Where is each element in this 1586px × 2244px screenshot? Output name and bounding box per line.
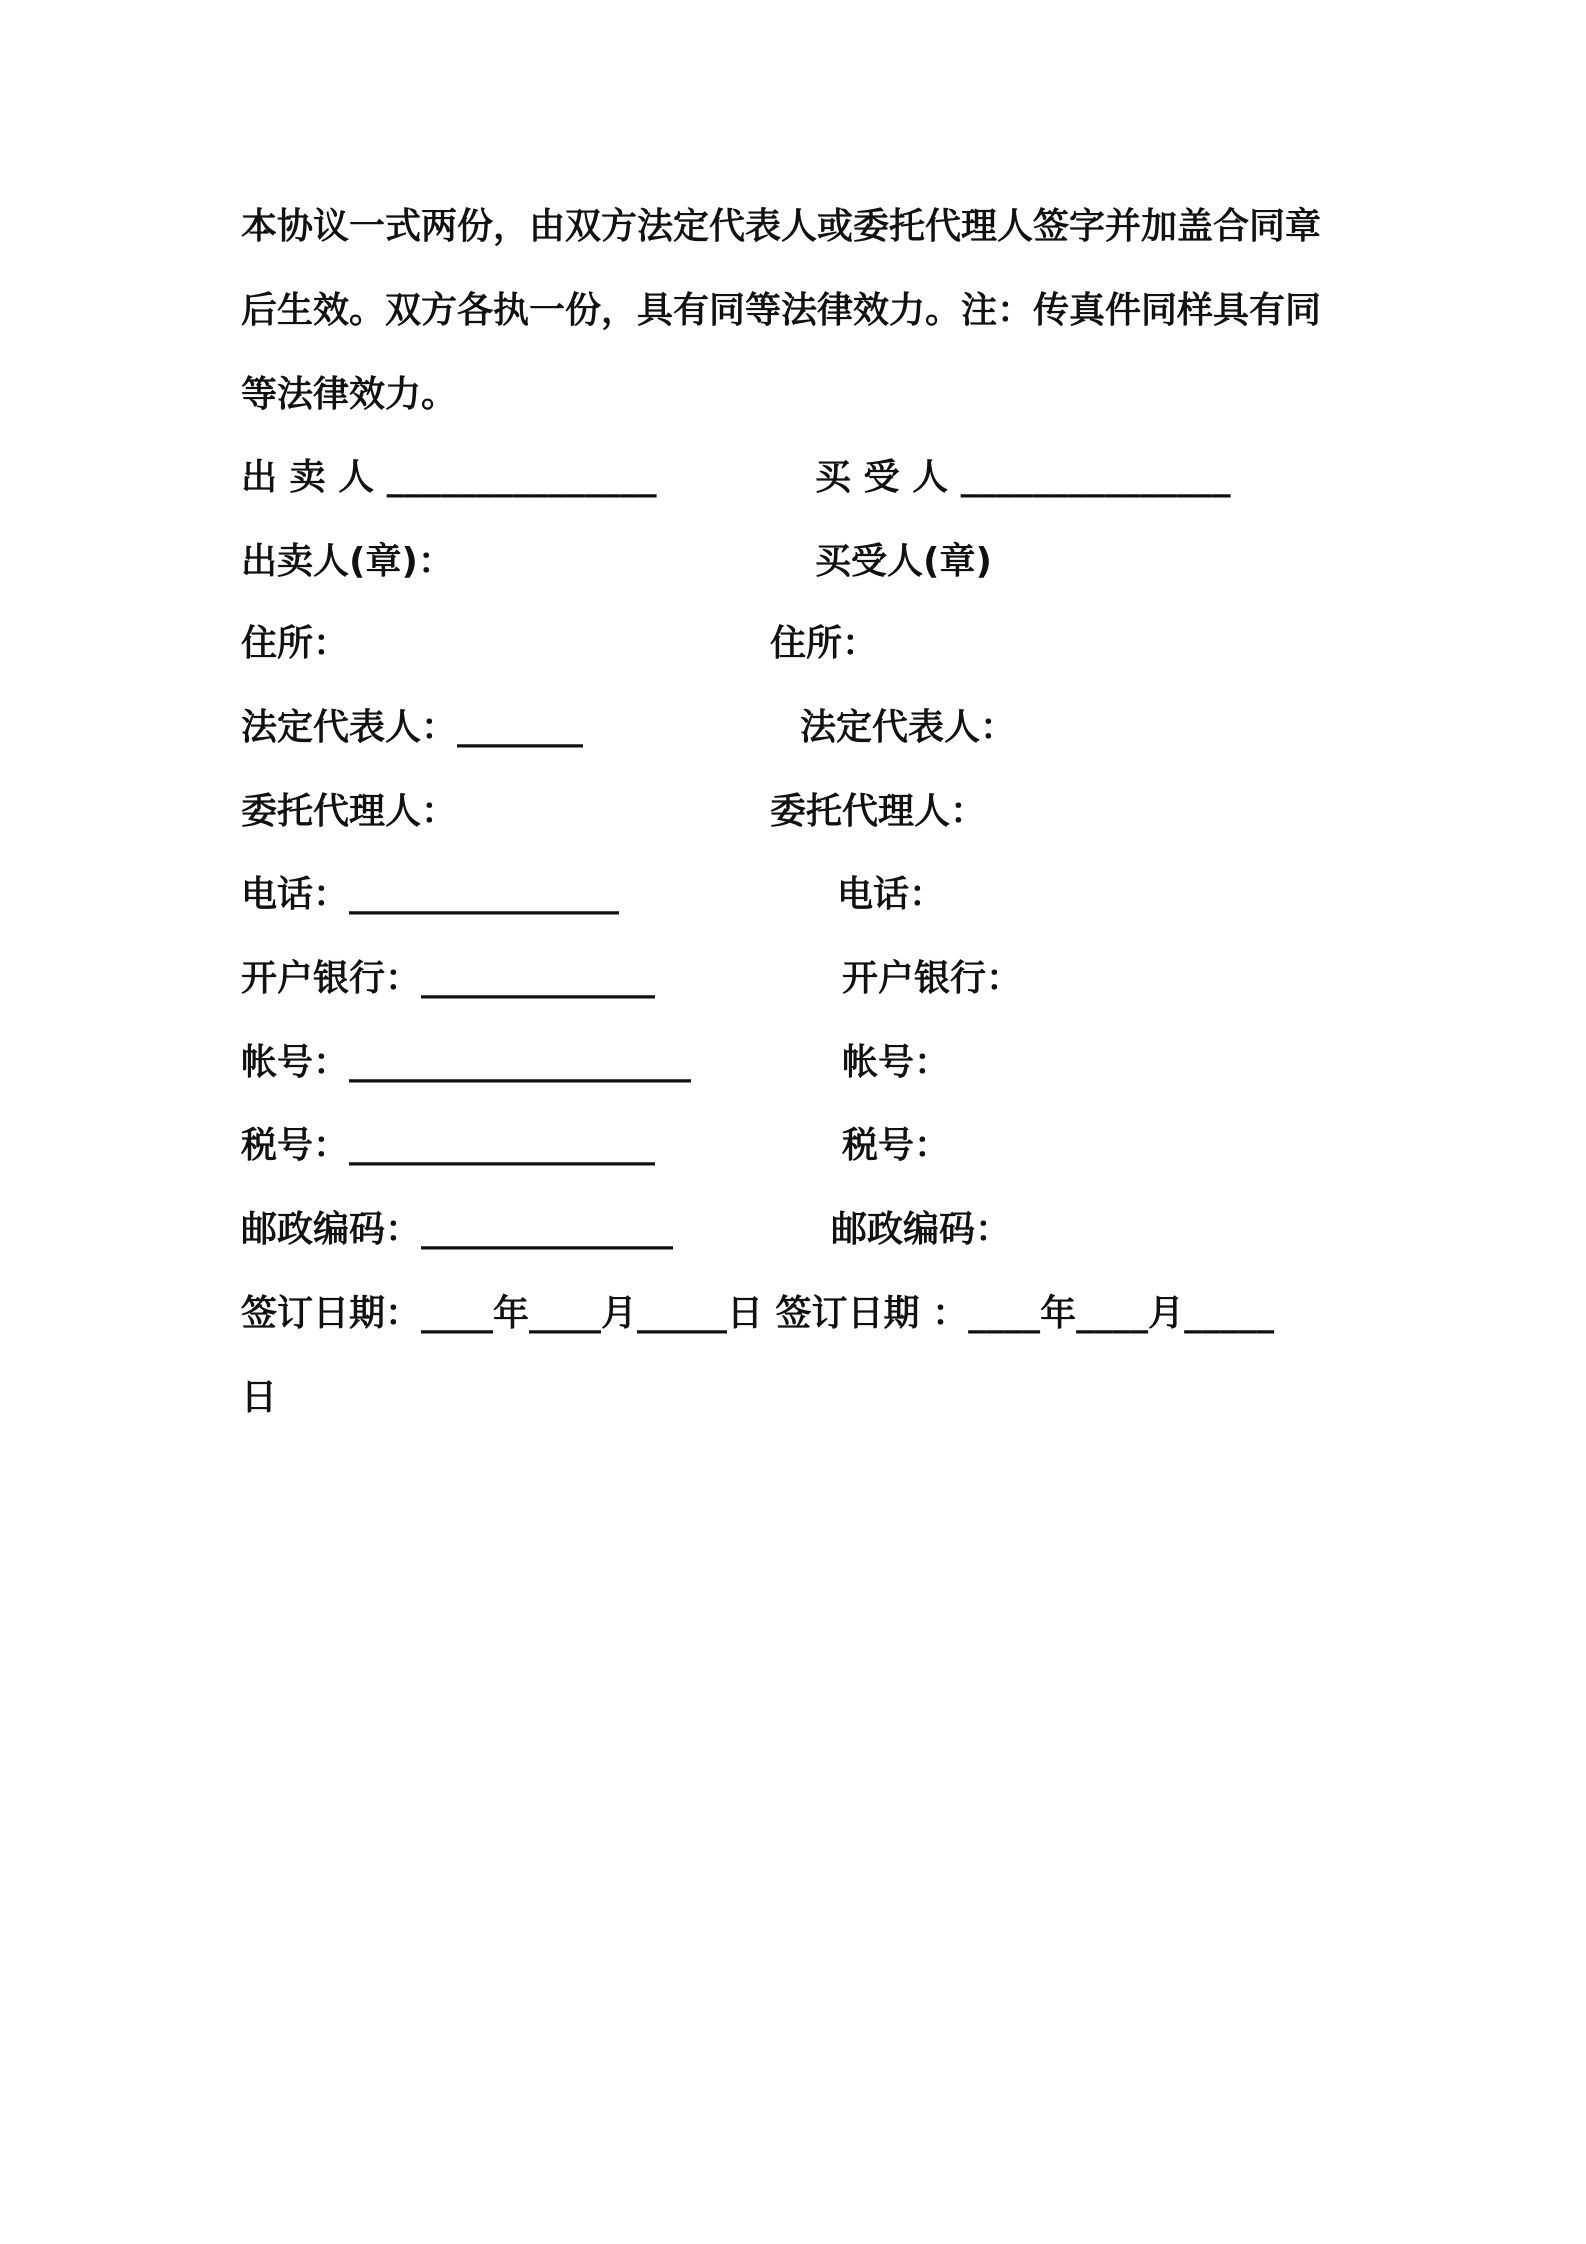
buyer-seal-label: 买受人(章) <box>815 541 992 582</box>
seller-tax-number-line: 税号：_________________ <box>241 1125 656 1166</box>
buyer-name-line: 买 受 人 _______________ <box>815 457 1231 498</box>
seller-legal-representative-line: 法定代表人：_______ <box>241 707 584 748</box>
seller-postcode-line: 邮政编码：______________ <box>241 1209 674 1250</box>
seller-address-label: 住所： <box>241 623 350 664</box>
seller-agent-label: 委托代理人： <box>241 791 458 832</box>
agreement-paragraph-line-1: 本协议一式两份，由双方法定代表人或委托代理人签字并加盖合同章 <box>241 206 1322 247</box>
buyer-address-label: 住所： <box>770 623 879 664</box>
seller-bank-line: 开户银行：_____________ <box>241 958 656 999</box>
seller-seal-label: 出卖人(章)： <box>241 541 454 582</box>
signing-date-line-end: 日 <box>241 1377 278 1418</box>
buyer-agent-label: 委托代理人： <box>770 791 987 832</box>
agreement-paragraph-line-3: 等法律效力。 <box>241 374 458 415</box>
signing-date-line: 签订日期：____年____月_____日 签订日期 ：____年____月_____ <box>241 1293 1275 1334</box>
seller-account-line: 帐号：___________________ <box>241 1042 692 1083</box>
seller-name-line: 出 卖 人 _______________ <box>241 457 657 498</box>
agreement-paragraph-line-2: 后生效。双方各执一份，具有同等法律效力。注：传真件同样具有同 <box>241 290 1322 331</box>
buyer-legal-representative-label: 法定代表人： <box>800 707 1017 748</box>
buyer-bank-label: 开户银行： <box>842 958 1023 999</box>
seller-phone-line: 电话：_______________ <box>241 874 620 915</box>
buyer-phone-label: 电话： <box>837 874 946 915</box>
buyer-account-label: 帐号： <box>842 1042 951 1083</box>
buyer-postcode-label: 邮政编码： <box>831 1209 1012 1250</box>
buyer-tax-number-label: 税号： <box>842 1125 951 1166</box>
